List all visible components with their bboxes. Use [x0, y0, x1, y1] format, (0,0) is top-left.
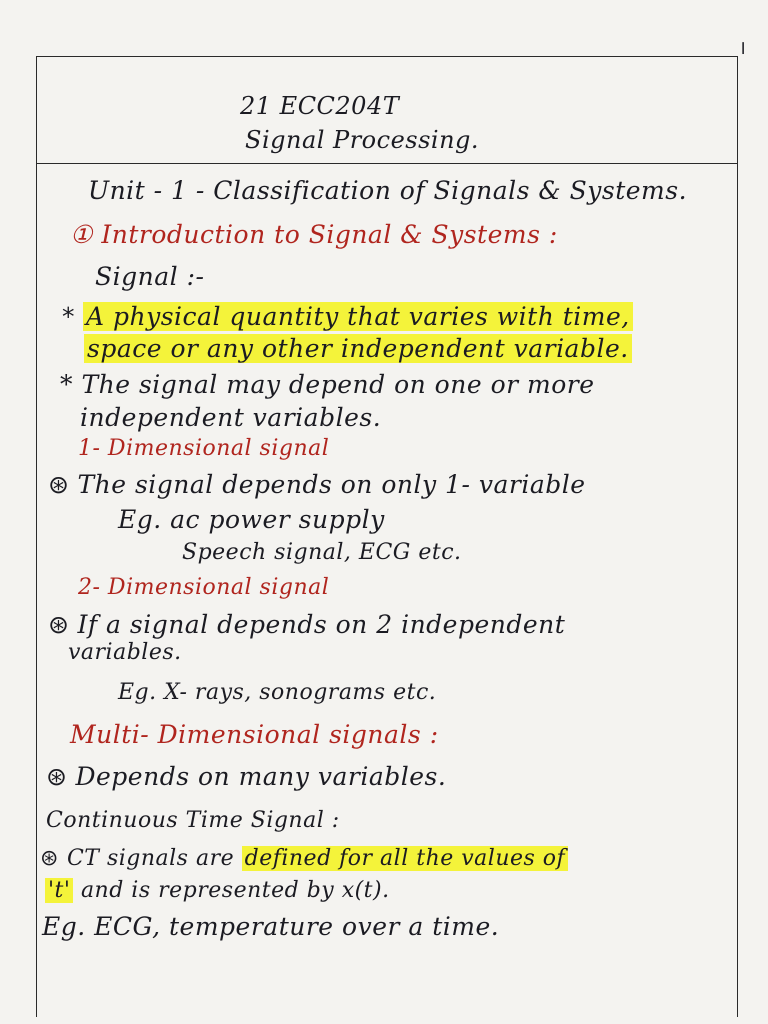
ct-example: Eg. ECG, temperature over a time. [42, 912, 500, 941]
circled-asterisk-icon: ⊛ [48, 470, 70, 499]
ct-highlight-2: 't' [45, 878, 73, 903]
circled-asterisk-icon: ⊛ [40, 846, 59, 871]
margin-mark: ╵ [737, 42, 750, 66]
definition-line-2 [84, 334, 632, 363]
signal-heading: Signal :- [95, 262, 205, 291]
section-1-heading [70, 220, 558, 249]
ct-highlight-1: defined for all the values of [242, 846, 569, 871]
definition-line-1 [62, 302, 633, 331]
course-title: Signal Processing. [245, 126, 480, 154]
course-code: 21 ECC204T [240, 92, 400, 120]
one-d-example-2: Speech signal, ECG etc. [182, 540, 462, 565]
dependency-line-2: independent variables. [80, 403, 382, 432]
ct-line-1 [40, 846, 568, 871]
circled-asterisk-icon: ⊛ [46, 762, 68, 791]
multi-d-heading: Multi- Dimensional signals : [70, 720, 439, 749]
ct-heading: Continuous Time Signal : [46, 808, 340, 833]
two-d-text-2: variables. [68, 640, 182, 665]
asterisk-icon: * [62, 302, 75, 331]
two-d-heading: 2- Dimensional signal [78, 575, 330, 600]
ct-prefix: CT signals are [66, 846, 235, 871]
multi-d-desc: Depends on many variables. [75, 762, 447, 791]
ct-line-2 [45, 878, 390, 903]
definition-highlight-2: space or any other independent variable. [84, 334, 632, 363]
two-d-example: Eg. X- rays, sonograms etc. [118, 680, 437, 705]
one-d-heading: 1- Dimensional signal [78, 436, 330, 461]
circled-asterisk-icon: ⊛ [48, 610, 70, 639]
dependency-line-1: * The signal may depend on one or more [60, 370, 595, 399]
ct-line-2-rest: and is represented by x(t). [80, 878, 390, 903]
one-d-text [48, 470, 586, 499]
one-d-example-1: Eg. ac power supply [118, 505, 385, 534]
two-d-text-1 [48, 610, 565, 639]
one-d-desc: The signal depends on only 1- variable [77, 470, 586, 499]
definition-highlight-1: A physical quantity that varies with time, [83, 302, 633, 331]
section-1-number: ① [70, 220, 93, 249]
two-d-desc: If a signal depends on 2 independent [77, 610, 566, 639]
unit-title: Unit - 1 - Classification of Signals & Systems. [88, 176, 688, 205]
section-1-title: Introduction to Signal & Systems : [101, 220, 558, 249]
multi-d-text [46, 762, 446, 791]
header-divider [36, 163, 738, 164]
